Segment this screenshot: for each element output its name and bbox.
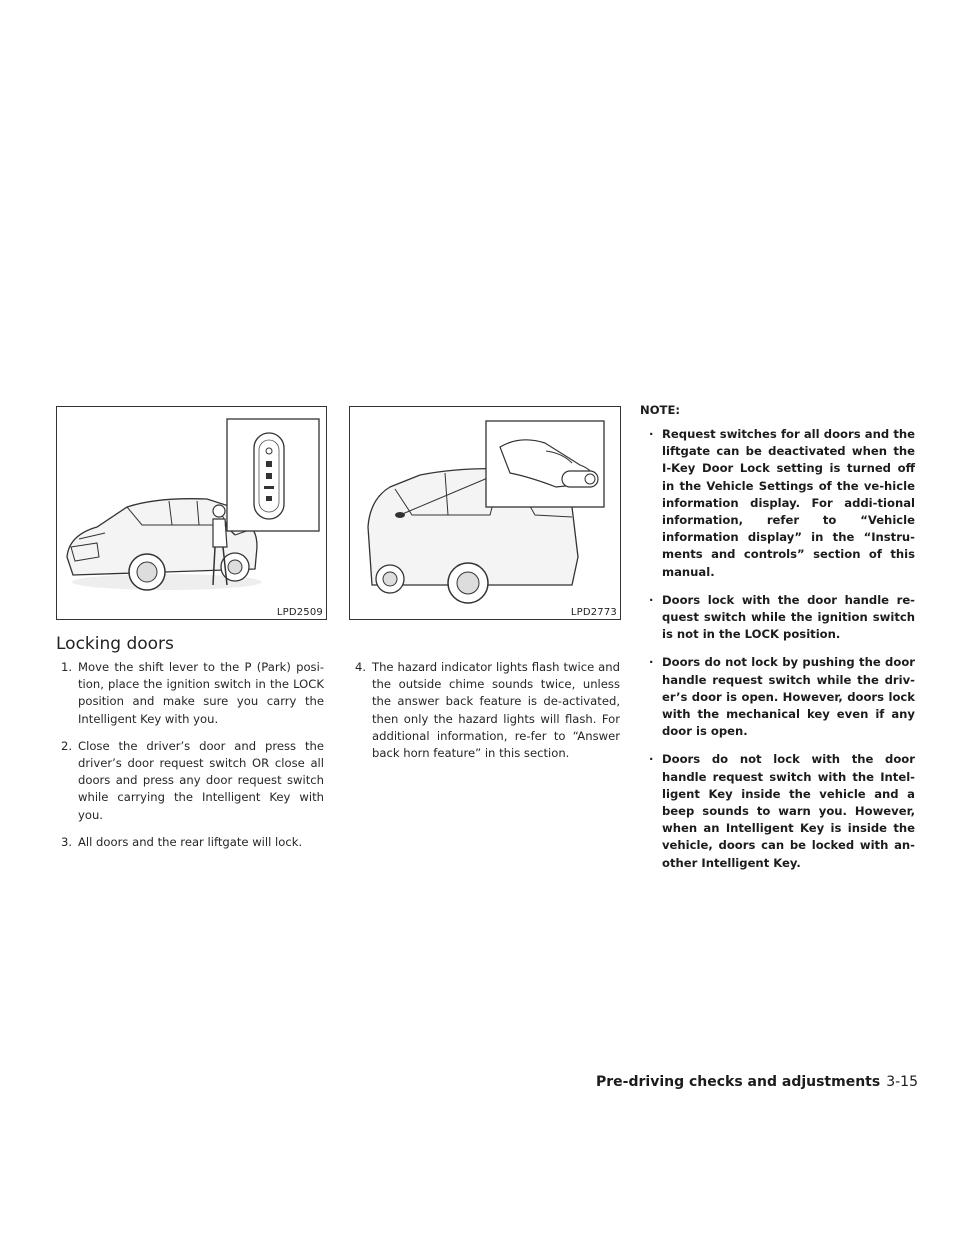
car-key-fob-illustration [57, 407, 326, 619]
page-footer [596, 1074, 918, 1090]
list-item: 3. All doors and the rear liftgate will lock. [61, 834, 303, 849]
list-item: 4. The hazard indicator lights flash twice and the outside chime sounds twice, unless the answer back feature is de-activated, then only the hazard lights will flash. For additional information, re-fer to “Answer back horn feature” in this section. [355, 660, 620, 761]
section-heading: Locking doors [56, 634, 174, 654]
bullet-icon: · [649, 752, 654, 767]
figure-door-handle-switch [349, 406, 621, 620]
bullet-icon: · [649, 427, 654, 441]
figure-code: LPD2773 [570, 607, 617, 618]
bullet-icon: · [649, 655, 654, 670]
list-item: · Doors lock with the door handle re-quest switch while the ignition switch is not in the LOCK position. [649, 592, 915, 642]
page-number: 3-15 [886, 1074, 918, 1090]
steps-list-right [350, 659, 620, 772]
figure-key-fob-locking [56, 406, 327, 620]
list-item: 1. Move the shift lever to the P (Park) posi-tion, place the ignition switch in the LOCK position and make sure you carry the Intelligent Key with you. [61, 660, 324, 726]
note-list [640, 426, 915, 883]
note-title: NOTE: [640, 403, 681, 417]
list-item: · Doors do not lock with the door handle request switch with the Intel-ligent Key inside the vehicle and a beep sounds to warn you. However, when an Intelligent Key is inside the vehicle, doors can be locked with an-other Intelligent Key. [649, 752, 915, 870]
list-item: 2. Close the driver’s door and press the driver’s door request switch OR close all doors and press any door request switch while carrying the Intelligent Key with you. [61, 738, 324, 822]
footer-section-title: Pre-driving checks and adjustments [596, 1074, 881, 1090]
list-item: · Doors do not lock by pushing the door handle request switch while the driv-er’s door is open. However, doors lock with the mechanical key even if any door is open. [649, 655, 915, 739]
bullet-icon: · [649, 592, 654, 607]
list-item: · Request switches for all doors and the liftgate can be deactivated when the I-Key Door Lock setting is turned off in the Vehicle Settings of the ve-hicle information display. For addi-tional information, refer to “Vehicle information display” in the “Instru-ments and controls” section of this manual. [649, 427, 915, 579]
figure-code: LPD2509 [276, 607, 323, 618]
steps-list-left [56, 659, 324, 861]
car-door-handle-illustration [350, 407, 620, 619]
